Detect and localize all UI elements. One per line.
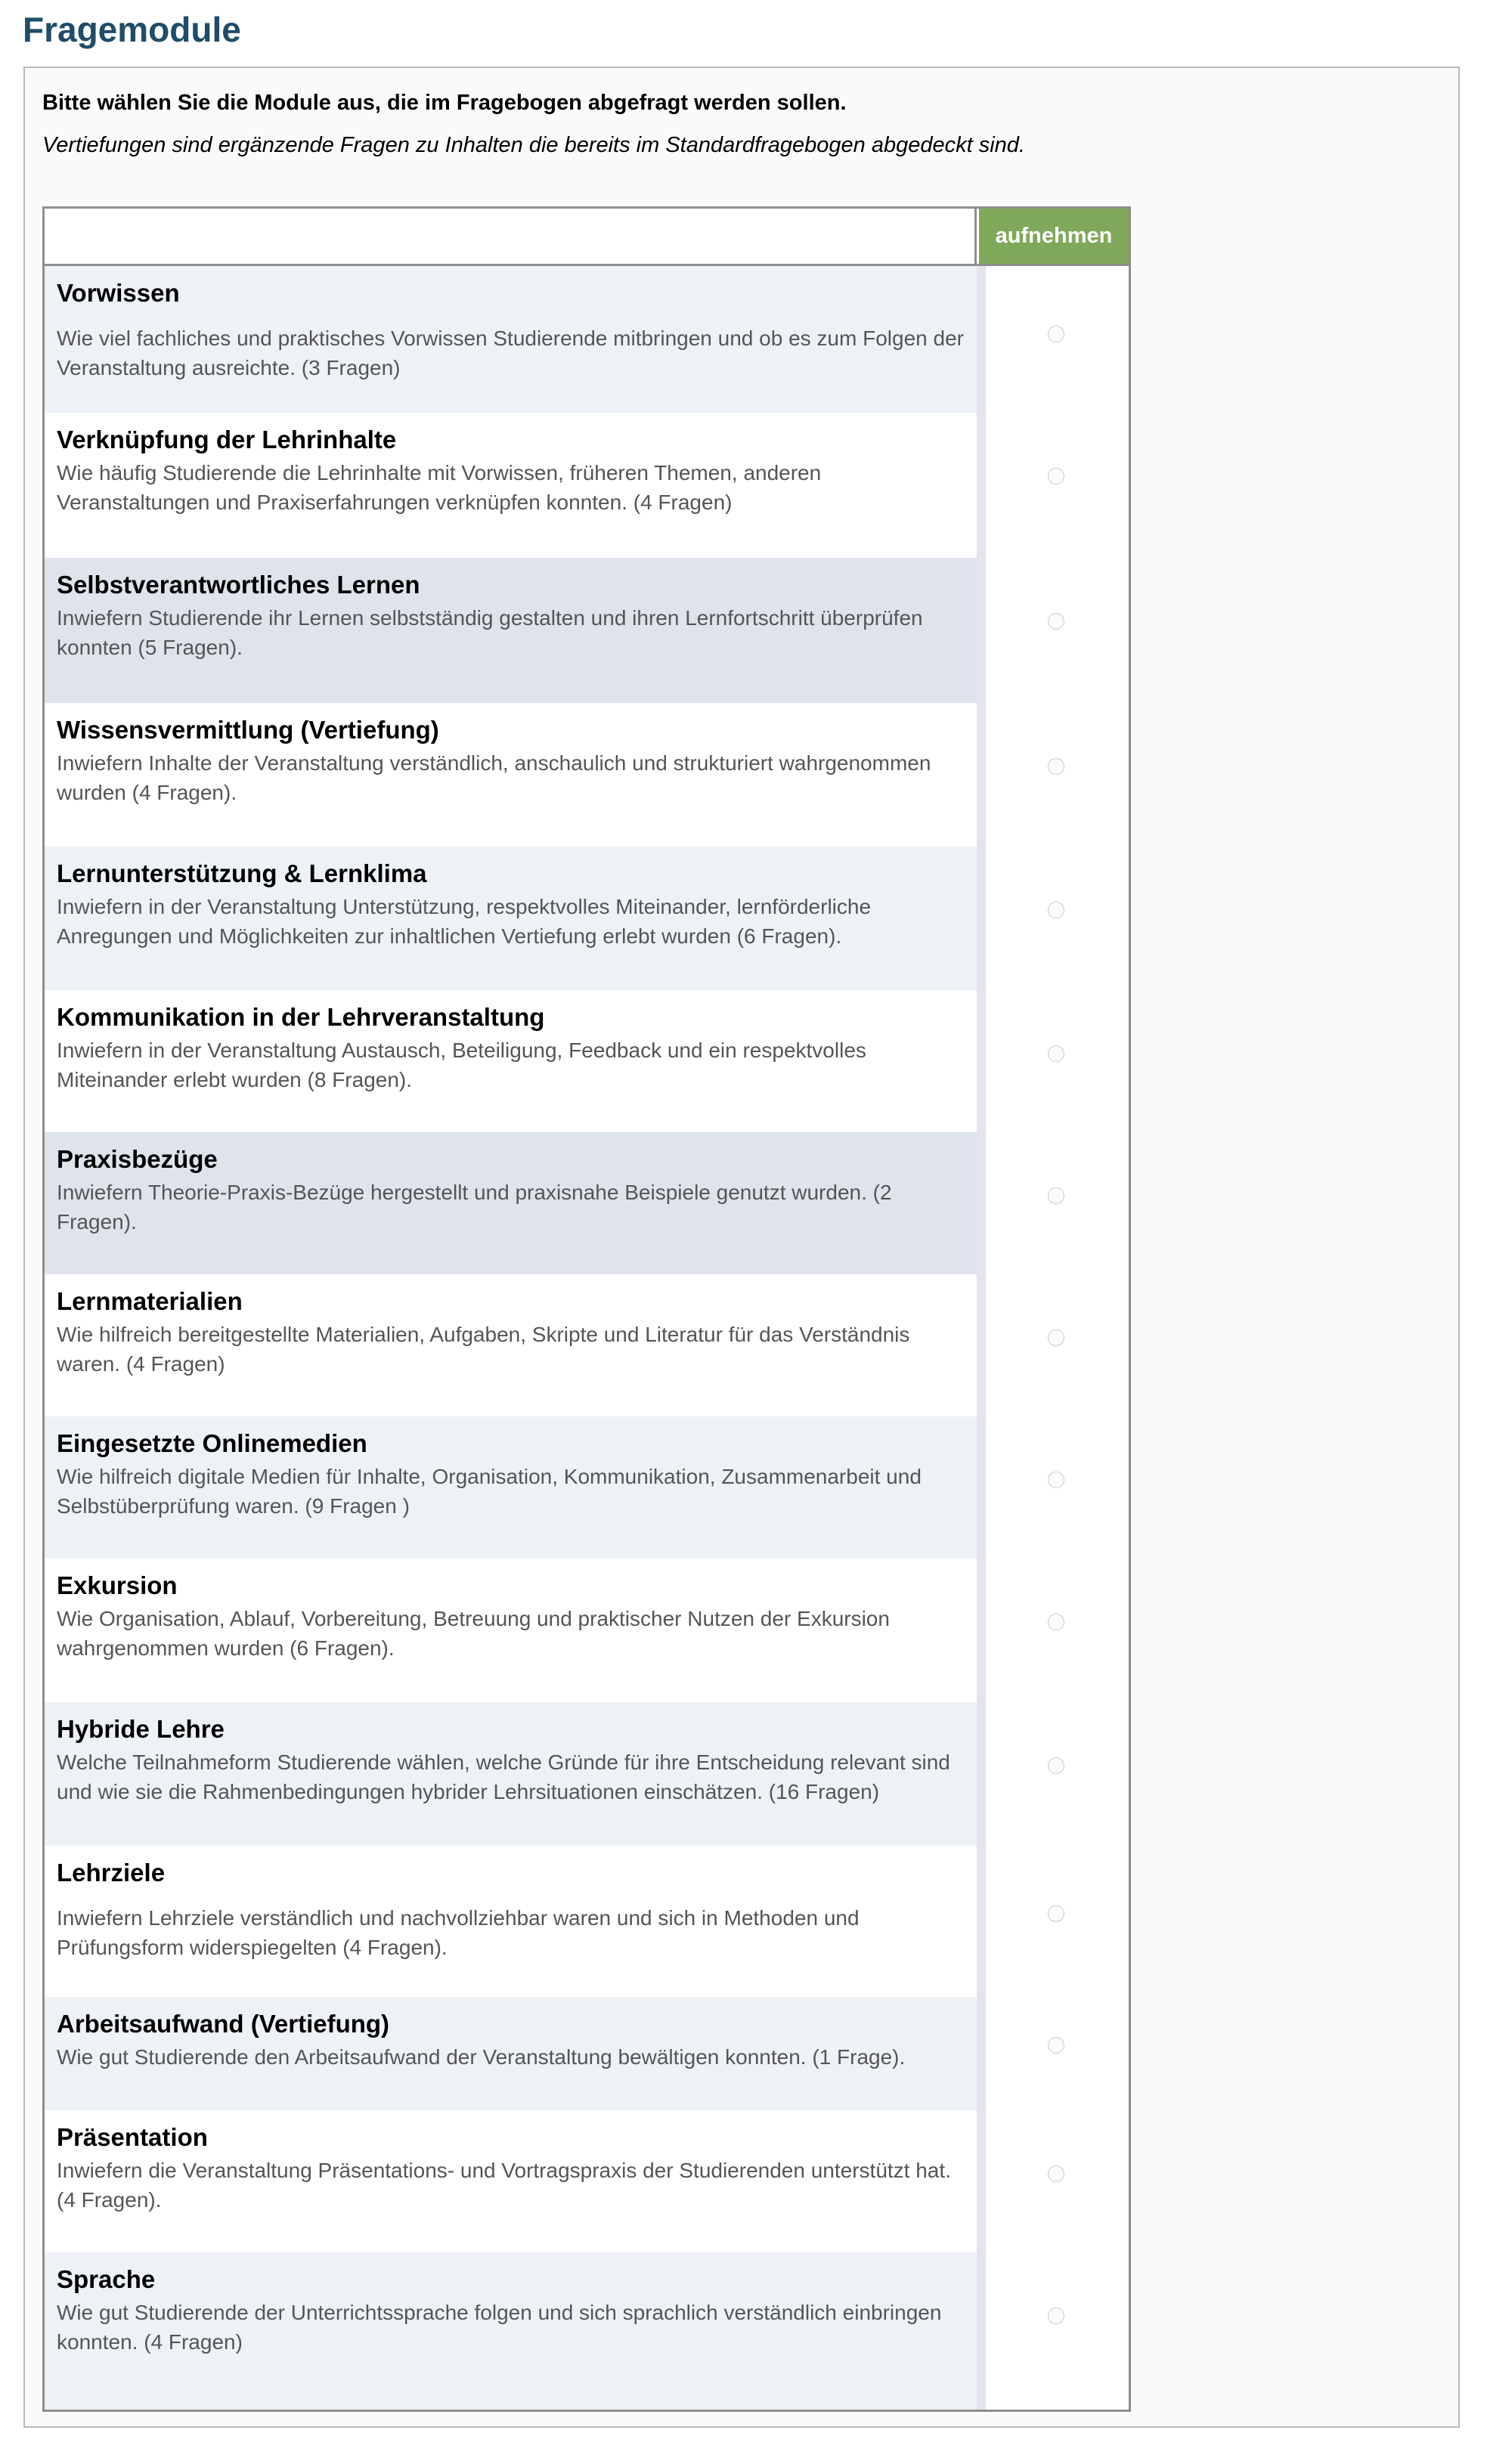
module-title: Vorwissen bbox=[57, 279, 180, 307]
include-cell bbox=[986, 1416, 1129, 1559]
table-row bbox=[45, 1416, 1129, 1559]
include-column-header: aufnehmen bbox=[979, 209, 1129, 264]
module-description: Wie viel fachliches und praktisches Vorwissen Studierende mitbringen und ob es zum Folgen der Veranstaltung ausreichte. (3 Fragen) bbox=[57, 327, 964, 379]
table-row bbox=[45, 1559, 1129, 1702]
module-description: Inwiefern Theorie-Praxis-Bezüge hergestellt und praxisnahe Beispiele genutzt wurden. (2 Fragen). bbox=[57, 1181, 892, 1234]
include-cell bbox=[986, 2110, 1129, 2252]
include-cell bbox=[986, 847, 1129, 990]
module-title: Praxisbezüge bbox=[57, 1145, 218, 1173]
include-cell bbox=[986, 1997, 1129, 2110]
table-row bbox=[45, 2252, 1129, 2410]
include-cell bbox=[986, 1274, 1129, 1416]
module-description: Wie hilfreich digitale Medien für Inhalte, Organisation, Kommunikation, Zusammenarbeit und Selbstüberprüfung waren. (9 Fragen ) bbox=[57, 1465, 922, 1518]
include-cell bbox=[986, 413, 1129, 558]
include-radio[interactable] bbox=[1048, 2308, 1064, 2324]
header-blank-cell bbox=[45, 209, 977, 264]
include-radio[interactable] bbox=[1048, 2037, 1064, 2054]
include-radio[interactable] bbox=[1048, 468, 1064, 484]
module-description: Inwiefern Lehrziele verständlich und nachvollziehbar waren und sich in Methoden und Prüfungsform widerspiegelten (4 Fragen). bbox=[57, 1906, 860, 1959]
include-radio[interactable] bbox=[1048, 1905, 1064, 1922]
module-description: Wie hilfreich bereitgestellte Materialien, Aufgaben, Skripte und Literatur für das Verständnis waren. (4 Fragen) bbox=[57, 1323, 910, 1376]
module-title: Verknüpfung der Lehrinhalte bbox=[57, 426, 397, 453]
include-radio[interactable] bbox=[1048, 613, 1064, 630]
include-radio[interactable] bbox=[1048, 758, 1064, 775]
table-row bbox=[45, 266, 1129, 413]
include-cell bbox=[986, 703, 1129, 847]
module-description: Wie häufig Studierende die Lehrinhalte mit Vorwissen, früheren Themen, anderen Veranstaltungen und Praxiserfahrungen verknüpfen konnten. (4 Fragen) bbox=[57, 461, 822, 514]
include-cell bbox=[986, 1559, 1129, 1702]
module-title: Lernunterstützung & Lernklima bbox=[57, 859, 427, 887]
table-row bbox=[45, 2110, 1129, 2252]
module-title: Präsentation bbox=[57, 2123, 208, 2151]
include-cell bbox=[986, 266, 1129, 413]
table-row bbox=[45, 847, 1129, 990]
info-text: Vertiefungen sind ergänzende Fragen zu Inhalten die bereits im Standardfragebogen abgedeckt sind. bbox=[42, 133, 1025, 157]
table-row bbox=[45, 1274, 1129, 1416]
module-description: Wie Organisation, Ablauf, Vorbereitung, Betreuung und praktischer Nutzen der Exkursion wahrgenommen wurden (6 Fragen). bbox=[57, 1607, 890, 1660]
include-cell bbox=[986, 558, 1129, 703]
include-radio[interactable] bbox=[1048, 1757, 1064, 1774]
table-row bbox=[45, 413, 1129, 558]
module-description: Welche Teilnahmeform Studierende wählen, welche Gründe für ihre Entscheidung relevant sind und wie sie die Rahmenbedingungen hybrider Lehrsituationen einschätzen. (16 Fragen) bbox=[57, 1750, 950, 1803]
table-row bbox=[45, 1997, 1129, 2110]
column-divider bbox=[977, 266, 986, 2410]
module-title: Selbstverantwortliches Lernen bbox=[57, 571, 420, 599]
module-title: Lehrziele bbox=[57, 1859, 166, 1887]
module-description: Wie gut Studierende der Unterrichtssprache folgen und sich sprachlich verständlich einbringen konnten. (4 Fragen) bbox=[57, 2301, 942, 2354]
include-radio[interactable] bbox=[1048, 1330, 1064, 1346]
table-row bbox=[45, 1702, 1129, 1846]
table-row bbox=[45, 1132, 1129, 1274]
module-title: Lernmaterialien bbox=[57, 1287, 243, 1315]
include-radio[interactable] bbox=[1048, 326, 1064, 342]
include-radio[interactable] bbox=[1048, 1045, 1064, 1062]
module-title: Sprache bbox=[57, 2265, 156, 2293]
table-row bbox=[45, 558, 1129, 703]
include-radio[interactable] bbox=[1048, 902, 1064, 918]
include-radio[interactable] bbox=[1048, 1472, 1064, 1488]
include-cell bbox=[986, 1132, 1129, 1274]
table-row bbox=[45, 1846, 1129, 1997]
instruction-text: Bitte wählen Sie die Module aus, die im Fragebogen abgefragt werden sollen. bbox=[42, 91, 847, 115]
include-radio[interactable] bbox=[1048, 1614, 1064, 1630]
table-header bbox=[45, 209, 1129, 266]
module-title: Kommunikation in der Lehrveranstaltung bbox=[57, 1003, 545, 1031]
module-table bbox=[42, 206, 1131, 2412]
include-radio[interactable] bbox=[1048, 2165, 1064, 2182]
table-row bbox=[45, 703, 1129, 847]
include-cell bbox=[986, 2252, 1129, 2410]
module-description: Inwiefern in der Veranstaltung Unterstützung, respektvolles Miteinander, lernförderliche Anregungen und Möglichkeiten zur inhaltlichen Vertiefung erlebt wurden (6 Fragen). bbox=[57, 895, 872, 948]
module-title: Eingesetzte Onlinemedien bbox=[57, 1429, 367, 1457]
module-title: Hybride Lehre bbox=[57, 1715, 225, 1743]
include-radio[interactable] bbox=[1048, 1187, 1064, 1204]
module-description: Inwiefern in der Veranstaltung Austausch, Beteiligung, Feedback und ein respektvolles Miteinander erlebt wurden (8 Fragen). bbox=[57, 1039, 866, 1091]
include-cell bbox=[986, 1702, 1129, 1846]
module-title: Wissensvermittlung (Vertiefung) bbox=[57, 716, 439, 744]
module-title: Exkursion bbox=[57, 1571, 178, 1599]
module-description: Inwiefern Studierende ihr Lernen selbstständig gestalten und ihren Lernfortschritt überprüfen konnten (5 Fragen). bbox=[57, 606, 923, 659]
table-row bbox=[45, 990, 1129, 1132]
include-cell bbox=[986, 990, 1129, 1132]
module-description: Wie gut Studierende den Arbeitsaufwand der Veranstaltung bewältigen konnten. (1 Frage). bbox=[57, 2045, 906, 2069]
module-description: Inwiefern Inhalte der Veranstaltung verständlich, anschaulich und strukturiert wahrgenommen wurden (4 Fragen). bbox=[57, 751, 931, 804]
include-cell bbox=[986, 1846, 1129, 1997]
page-title: Fragemodule bbox=[23, 10, 241, 49]
module-title: Arbeitsaufwand (Vertiefung) bbox=[57, 2010, 390, 2038]
module-description: Inwiefern die Veranstaltung Präsentations- und Vortragspraxis der Studierenden unterstützt hat. (4 Fragen). bbox=[57, 2159, 951, 2212]
